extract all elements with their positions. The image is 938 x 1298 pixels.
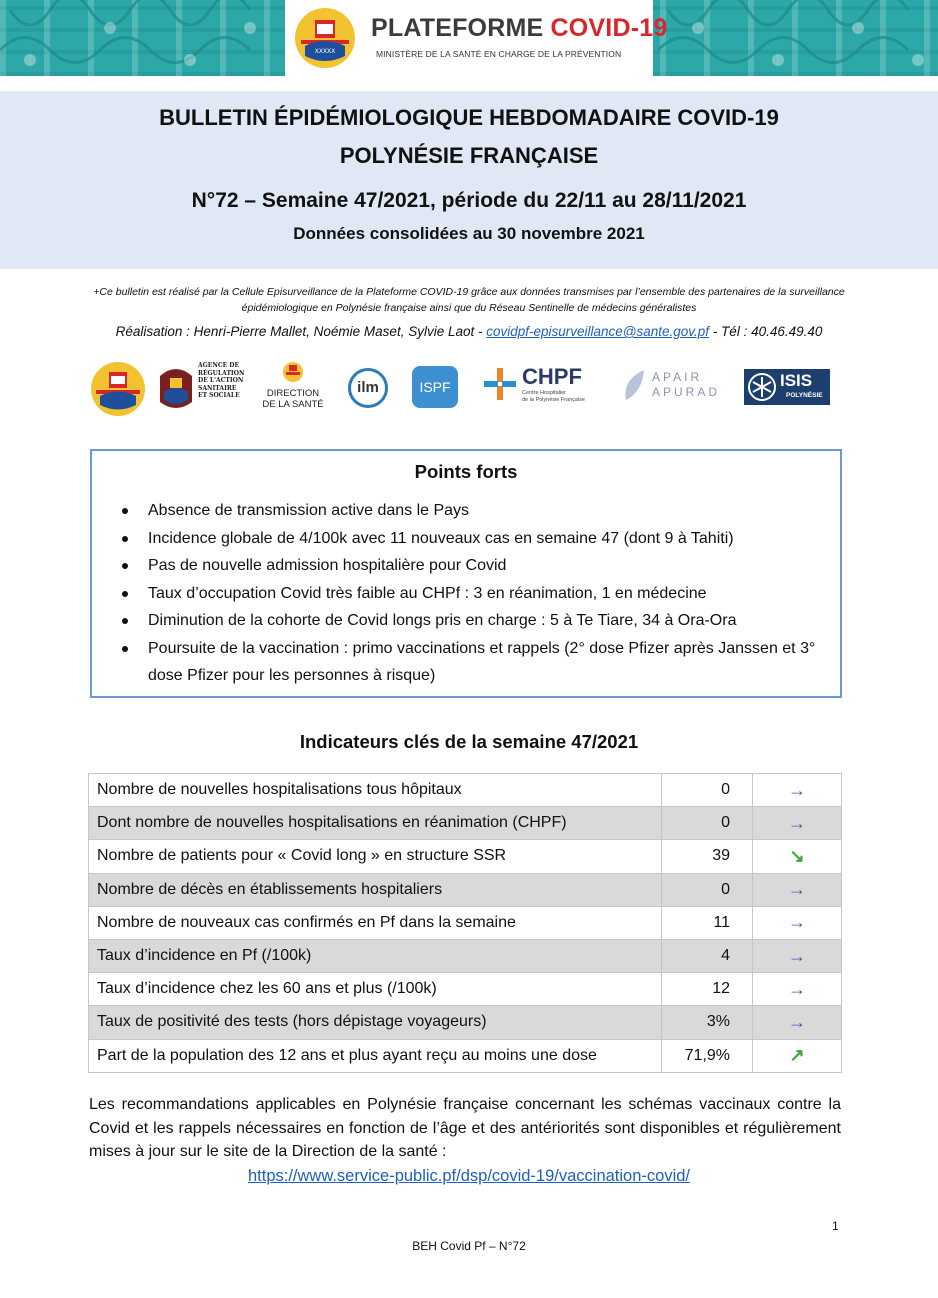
indicator-value: 0 <box>662 807 753 840</box>
trend-arrow-icon: → <box>753 807 842 840</box>
brand-main: PLATEFORME <box>371 14 544 42</box>
brand-subtitle: MINISTÈRE DE LA SANTÉ EN CHARGE DE LA PRÉVENTION <box>376 49 622 59</box>
direction-line-2: DE LA SANTÉ <box>262 399 324 410</box>
isis-logo <box>744 360 832 418</box>
isis-sub: POLYNÉSIE <box>786 392 823 399</box>
bulletin-consolidation-date: Données consolidées au 30 novembre 2021 <box>293 224 645 243</box>
bulletin-region: POLYNÉSIE FRANÇAISE <box>339 143 599 168</box>
table-row <box>89 1039 842 1072</box>
indicator-value: 11 <box>662 906 753 939</box>
bulletin-issue: N°72 – Semaine 47/2021, période du 22/11 au 28/11/2021 <box>191 189 747 212</box>
indicator-label: Taux de positivité des tests (hors dépistage voyageurs) <box>89 1006 662 1039</box>
arass-line-2: RÉGULATION <box>198 369 245 377</box>
chpf-logo <box>482 360 592 418</box>
polynesia-government-logo <box>88 360 148 418</box>
header-banner <box>0 0 938 76</box>
trend-arrow-icon: ↗ <box>753 1039 842 1072</box>
indicators-title: Indicateurs clés de la semaine 47/2021 <box>299 731 639 752</box>
credits-phone: - Tél : 40.46.49.40 <box>709 324 823 339</box>
key-point-item: Poursuite de la vaccination : primo vaccinations et rappels (2° dose Pfizer après Janssen et 3° dose Pfizer pour les personnes à risque) <box>116 635 836 690</box>
chpf-sub-2: de la Polynésie Française <box>522 397 585 403</box>
brand-title <box>371 14 667 43</box>
indicator-value: 3% <box>662 1006 753 1039</box>
platform-logo <box>285 0 668 76</box>
key-point-item: Taux d’occupation Covid très faible au CHPf : 3 en réanimation, 1 en médecine <box>116 580 836 608</box>
credits-authors: Réalisation : Henri-Pierre Mallet, Noémie Maset, Sylvie Laot - <box>115 324 487 339</box>
chpf-sub-1: Centre Hospitalier <box>522 390 567 396</box>
indicator-value: 71,9% <box>662 1039 753 1072</box>
polynesia-emblem-icon <box>293 6 357 70</box>
ispf-text: ISPF <box>412 366 458 408</box>
table-row <box>89 1006 842 1039</box>
key-points-list <box>116 497 836 690</box>
ilm-text: ilm <box>348 368 388 408</box>
direction-sante-emblem-icon <box>282 360 304 384</box>
trend-arrow-icon: → <box>753 1006 842 1039</box>
apair-text: APAIR <box>652 370 703 384</box>
arass-line-4: SANITAIRE <box>198 384 237 392</box>
vaccination-link[interactable]: https://www.service-public.pf/dsp/covid-19/vaccination-covid/ <box>247 1167 691 1185</box>
ilm-logo <box>348 360 390 418</box>
indicator-label: Nombre de décès en établissements hospitaliers <box>89 873 662 906</box>
table-row <box>89 840 842 873</box>
indicator-value: 4 <box>662 939 753 972</box>
isis-star-icon <box>747 372 777 402</box>
indicator-label: Taux d’incidence chez les 60 ans et plus (/100k) <box>89 973 662 1006</box>
leaf-icon <box>622 368 648 404</box>
indicator-label: Nombre de nouvelles hospitalisations tous hôpitaux <box>89 774 662 807</box>
key-point-item: Absence de transmission active dans le Pays <box>116 497 836 525</box>
contact-email-link[interactable]: covidpf-episurveillance@sante.gov.pf <box>486 324 710 339</box>
arass-emblem-icon <box>156 362 196 414</box>
key-points-box <box>90 449 842 698</box>
page-number: 1 <box>832 1219 839 1233</box>
trend-arrow-icon: ↘ <box>753 840 842 873</box>
chpf-text: CHPF <box>522 364 582 389</box>
recommendation-link-row <box>0 1167 938 1186</box>
apair-apurad-logo <box>622 360 732 418</box>
key-point-item: Incidence globale de 4/100k avec 11 nouveaux cas en semaine 47 (dont 9 à Tahiti) <box>116 525 836 553</box>
polynesian-pattern-left <box>0 0 280 76</box>
trend-arrow-icon: → <box>753 774 842 807</box>
svg-text:XXXXX: XXXXX <box>314 48 336 55</box>
bulletin-title-block <box>0 91 938 269</box>
indicator-label: Dont nombre de nouvelles hospitalisations en réanimation (CHPF) <box>89 807 662 840</box>
indicators-table <box>88 773 842 1073</box>
indicator-label: Nombre de nouveaux cas confirmés en Pf dans la semaine <box>89 906 662 939</box>
polynesian-pattern-right <box>658 0 938 76</box>
footer-label: BEH Covid Pf – N°72 <box>412 1239 526 1253</box>
direction-line-1: DIRECTION <box>266 388 320 399</box>
table-row <box>89 807 842 840</box>
trend-arrow-icon: → <box>753 906 842 939</box>
apurad-text: APURAD <box>652 385 721 399</box>
brand-accent: COVID-19 <box>550 14 668 42</box>
table-row <box>89 774 842 807</box>
direction-sante-logo <box>258 360 328 418</box>
isis-text: ISIS <box>780 371 813 390</box>
arass-line-1: AGENCE DE <box>198 362 240 369</box>
indicator-value: 39 <box>662 840 753 873</box>
arass-line-3: DE L'ACTION <box>198 377 244 384</box>
credits-line <box>0 324 938 339</box>
trend-arrow-icon: → <box>753 973 842 1006</box>
chpf-star-icon <box>482 366 518 402</box>
key-point-item: Pas de nouvelle admission hospitalière pour Covid <box>116 552 836 580</box>
bulletin-title: BULLETIN ÉPIDÉMIOLOGIQUE HEBDOMADAIRE COVID-19 <box>159 105 779 130</box>
bulletin-note: +Ce bulletin est réalisé par la Cellule Episurveillance de la Plateforme COVID-19 grâce aux données transmises par l’ensemble des partenaires de la surveillance épidémiologique en Polynésie française ainsi que du Réseau Sentinelle de médecins généralistes <box>93 286 845 314</box>
ispf-logo <box>412 360 460 418</box>
key-points-title: Points forts <box>414 461 518 482</box>
trend-arrow-icon: → <box>753 939 842 972</box>
partner-logos <box>88 360 848 418</box>
indicator-value: 0 <box>662 774 753 807</box>
arass-logo <box>156 360 248 418</box>
recommendation-text: Les recommandations applicables en Polynésie française concernant les schémas vaccinaux contre la Covid et les rappels nécessaires en fonction de l’âge et des antériorités sont disponibles et régulièrement mises à jour sur le site de la Direction de la santé : <box>89 1096 841 1160</box>
indicator-label: Part de la population des 12 ans et plus ayant reçu au moins une dose <box>89 1039 662 1072</box>
indicator-value: 12 <box>662 973 753 1006</box>
table-row <box>89 873 842 906</box>
trend-arrow-icon: → <box>753 873 842 906</box>
table-row <box>89 939 842 972</box>
indicator-value: 0 <box>662 873 753 906</box>
indicator-label: Nombre de patients pour « Covid long » en structure SSR <box>89 840 662 873</box>
table-row <box>89 973 842 1006</box>
table-row <box>89 906 842 939</box>
key-point-item: Diminution de la cohorte de Covid longs pris en charge : 5 à Te Tiare, 34 à Ora-Ora <box>116 607 836 635</box>
arass-line-5: ET SOCIALE <box>198 392 240 399</box>
indicator-label: Taux d’incidence en Pf (/100k) <box>89 939 662 972</box>
